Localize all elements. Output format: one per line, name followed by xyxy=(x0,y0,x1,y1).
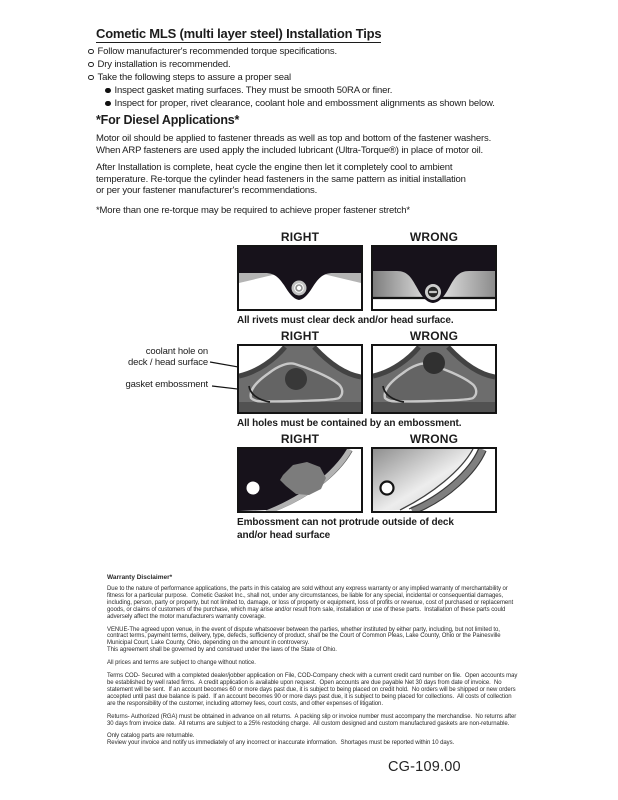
open-bullet-icon xyxy=(88,62,94,68)
warranty-disclaimer-section xyxy=(107,574,587,753)
installation-tips-list xyxy=(88,45,495,110)
holes-caption: All holes must be contained by an embossment. xyxy=(237,418,462,429)
coolant-hole-right-illustration xyxy=(239,346,361,412)
embossment-diagram-set xyxy=(237,432,499,542)
coolant-hole-right-panel xyxy=(237,344,363,414)
diagram-row xyxy=(237,245,499,311)
page-number: CG-109.00 xyxy=(388,759,461,775)
bullet-item xyxy=(88,71,495,84)
embossment-wrong-illustration xyxy=(373,449,495,511)
wrong-label: WRONG xyxy=(409,329,459,343)
bullet-text: Inspect gasket mating surfaces. They must be smooth 50RA or finer. xyxy=(114,85,393,96)
legal-paragraph: Due to the nature of performance applications, the parts in this catalog are sold without any express warranty or any implied warranty of merchantability or fitness for a particular purpose. Cometic Gasket Inc., shall not, under any circumstances, be liable for any special, incidental or consequential damages, including, person, party or property, but not limited to, damage, or loss of property or equipment, loss of profits or revenue, cost of purchased or replacement goods, or claims of customers of the purchase, which may arise and/or result from sale, installation or use of these parts. Installation of these parts could adversely affect the motor manufacturers warranty coverage. xyxy=(107,586,514,620)
diagram-labels xyxy=(237,329,499,344)
right-label: RIGHT xyxy=(280,329,320,343)
warranty-heading: Warranty Disclaimer* xyxy=(107,574,173,581)
rivet-wrong-illustration xyxy=(373,247,495,309)
bullet-text: Follow manufacturer's recommended torque specifications. xyxy=(97,46,337,57)
coolant-hole-wrong-panel xyxy=(371,344,497,414)
bullet-item xyxy=(88,58,495,71)
diesel-applications-section xyxy=(96,115,566,223)
bullet-item xyxy=(88,45,495,58)
bullet-text: Dry installation is recommended. xyxy=(97,59,231,70)
rivet-clearance-diagram-set xyxy=(237,230,499,328)
embossment-right-illustration xyxy=(239,449,361,511)
rivet-wrong-panel xyxy=(371,245,497,311)
rivet-right-illustration xyxy=(239,247,361,309)
coolant-hole-icon xyxy=(285,368,307,390)
bolt-hole-icon xyxy=(247,482,260,495)
page-title: Cometic MLS (multi layer steel) Installation Tips xyxy=(96,26,382,41)
wrong-label: WRONG xyxy=(409,230,459,244)
embossment-wrong-panel xyxy=(371,447,497,513)
legal-paragraph: Returns- Authorized (RGA) must be obtained in advance on all returns. A packing slip or invoice number must accompany the merchandise. No returns after 30 days from invoice date. All returns are subject to a 25% restocking charge. All custom designed and custom manufactured gaskets are non-returnable. xyxy=(107,713,517,727)
legal-paragraph: VENUE-The agreed upon venue, in the event of dispute whatsoever between the parties, whether instituted by either party, including, but not limited to, contract terms, payment terms, delivery, type, defects, sufficiency of product, shall be the Court of Common Pleas, Lake County, Ohio or the Painesville Municipal Court, Lake County, Ohio, depending on the amount in controversy. This agreement shall be governed by and construed under the laws of the State of Ohio. xyxy=(107,626,501,654)
legal-paragraph: Only catalog parts are returnable. Review your invoice and notify us immediately of any incorrect or inaccurate information. Shortages must be reported within 10 days. xyxy=(107,733,455,747)
coolant-hole-diagram-set xyxy=(237,329,499,431)
open-bullet-icon xyxy=(88,49,94,55)
right-label: RIGHT xyxy=(280,230,320,244)
diesel-heading: *For Diesel Applications* xyxy=(96,113,240,127)
legal-paragraph: Terms COD- Secured with a completed dealer/jobber application on File, COD-Company check with a current credit card number on file. Open accounts may be established by well rated firms. A credit application is available upon request. Open accounts are due payable Net 30 days from date of invoice. No statement will be sent. If an account becomes 60 or more days past due, it is subject to being placed on credit hold. No orders will be shipped or new orders accepted until past due balance is paid. If an account becomes 90 or more days past due, it is subject to being placed for collections. All costs of collection are the responsibility of the customer, including attorney fees, court costs, and other expenses of litigation. xyxy=(107,673,518,707)
diesel-paragraph-2: After Installation is complete, heat cycle the engine then let it completely cool to ambient temperature. Re-torque the cylinder head fasteners in the same pattern as initial installation or per your fastener manufacturer's recommendations. xyxy=(96,162,466,197)
filled-bullet-icon xyxy=(105,101,111,107)
filled-bullet-icon xyxy=(105,88,111,94)
embossment-right-panel xyxy=(237,447,363,513)
sub-bullet-item xyxy=(105,84,495,97)
coolant-hole-callout: coolant hole on deck / head surface xyxy=(127,346,208,368)
wrong-label: WRONG xyxy=(409,432,459,446)
gasket-embossment-callout: gasket embossment xyxy=(125,379,208,390)
diagram-row xyxy=(237,344,499,414)
diesel-paragraph-1: Motor oil should be applied to fastener threads as well as top and bottom of the fastener washers. When ARP fasteners are used apply the included lubricant (Ultra-Torque®) in place of motor oil. xyxy=(96,133,492,156)
bullet-text: Inspect for proper, rivet clearance, coolant hole and embossment alignments as shown below. xyxy=(114,98,495,109)
diagram-labels xyxy=(237,432,499,447)
legal-paragraph: All prices and terms are subject to change without notice. xyxy=(107,660,256,667)
rivet-right-panel xyxy=(237,245,363,311)
rivet-caption: All rivets must clear deck and/or head surface. xyxy=(237,315,454,326)
diagram-labels xyxy=(237,230,499,245)
bolt-hole-icon xyxy=(381,482,394,495)
retorque-note: *More than one re-torque may be required to achieve proper fastener stretch* xyxy=(96,205,410,217)
coolant-hole-wrong-illustration xyxy=(373,346,495,412)
embossment-caption: Embossment can not protrude outside of deck and/or head surface xyxy=(237,517,454,541)
right-label: RIGHT xyxy=(280,432,320,446)
open-bullet-icon xyxy=(88,75,94,81)
diagram-row xyxy=(237,447,499,513)
bullet-text: Take the following steps to assure a proper seal xyxy=(97,72,291,83)
coolant-hole-icon xyxy=(423,352,445,374)
sub-bullet-item xyxy=(105,97,495,110)
